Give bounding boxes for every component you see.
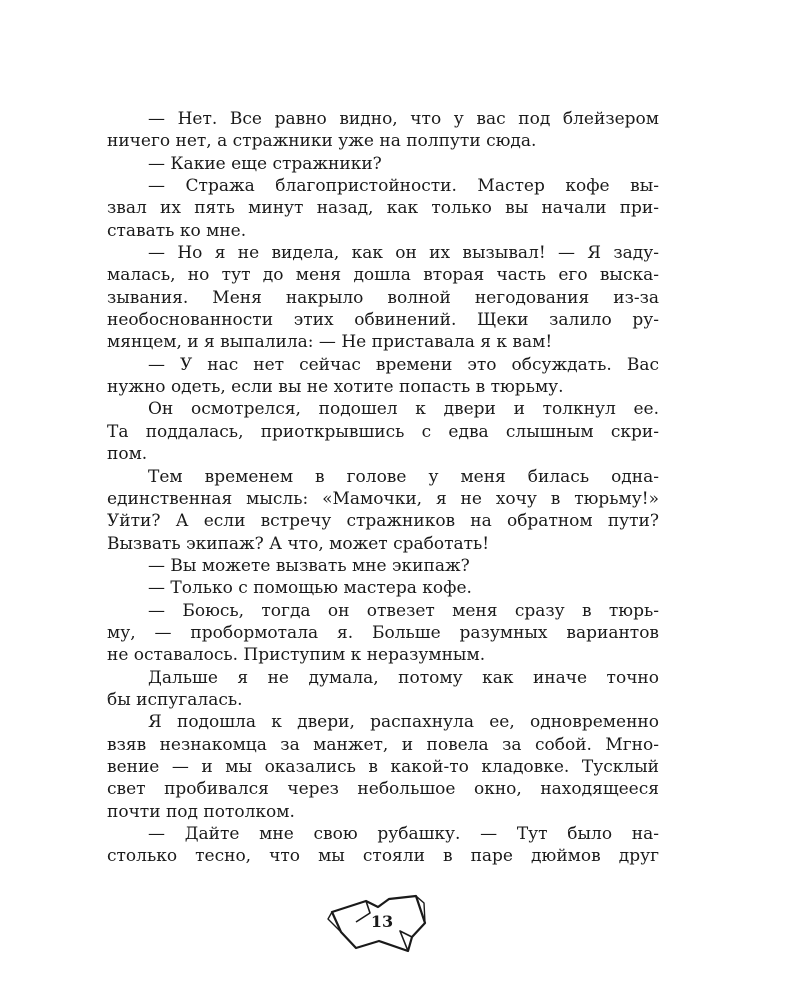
text-line: столько тесно, что мы стояли в паре дюймов друг <box>107 846 659 867</box>
text-line: мянцем, и я выпалила: — Не приставала я к вам! <box>107 332 553 353</box>
text-line: Дальше я не думала, потому как иначе точно <box>148 667 659 688</box>
text-line: бы испугалась. <box>107 689 243 710</box>
text-line: — Но я не видела, как он их вызывал! — Я заду- <box>148 243 659 264</box>
text-line: Тем временем в голове у меня билась одна- <box>148 466 659 487</box>
body-text <box>107 108 659 868</box>
text-line: не оставалось. Приступим к неразумным. <box>107 645 486 666</box>
text-line: взяв незнакомца за манжет, и повела за собой. Мгно- <box>107 734 659 755</box>
text-line: почти под потолком. <box>107 801 295 822</box>
text-line: — У нас нет сейчас времени это обсуждать. Вас <box>148 354 659 375</box>
text-line: малась, но тут до меня дошла вторая часть его выска- <box>107 265 659 286</box>
text-line: вение — и мы оказались в какой-то кладовке. Тусклый <box>107 756 659 777</box>
text-line: зывания. Меня накрыло волной негодования из-за <box>107 287 659 308</box>
text-line: свет пробивался через небольшое окно, находящееся <box>107 779 659 800</box>
text-line: му, — пробормотала я. Больше разумных вариантов <box>107 622 659 643</box>
text-line: звал их пять минут назад, как только вы начали при- <box>107 198 659 219</box>
text-line: Та поддалась, приоткрывшись с едва слышным скри- <box>107 421 659 442</box>
text-line: — Только с помощью мастера кофе. <box>148 578 472 599</box>
text-line: необоснованности этих обвинений. Щеки залило ру- <box>107 310 659 331</box>
text-line: — Нет. Все равно видно, что у вас под блейзером <box>148 109 659 129</box>
text-line: — Вы можете вызвать мне экипаж? <box>148 555 470 576</box>
text-line: — Боюсь, тогда он отвезет меня сразу в тюрь- <box>148 600 659 621</box>
page-number: 13 <box>370 912 394 931</box>
text-line: Вызвать экипаж? А что, может сработать! <box>107 533 490 554</box>
text-line: Уйти? А если встречу стражников на обратном пути? <box>107 511 659 532</box>
page-number-ornament <box>326 893 426 957</box>
text-line: единственная мысль: «Мамочки, я не хочу в тюрьму!» <box>107 488 659 509</box>
text-line: — Стража благопристойности. Мастер кофе вы- <box>148 176 659 197</box>
text-line: Я подошла к двери, распахнула ее, одновременно <box>148 712 659 733</box>
text-line: — Дайте мне свою рубашку. — Тут было на- <box>148 824 659 844</box>
text-line: пом. <box>107 444 148 465</box>
text-line: ничего нет, а стражники уже на полпути сюда. <box>107 131 537 152</box>
text-line: Он осмотрелся, подошел к двери и толкнул ее. <box>148 399 659 420</box>
text-line: ставать ко мне. <box>107 220 247 241</box>
text-line: — Какие еще стражники? <box>148 153 382 174</box>
text-line: нужно одеть, если вы не хотите попасть в тюрьму. <box>107 377 564 398</box>
